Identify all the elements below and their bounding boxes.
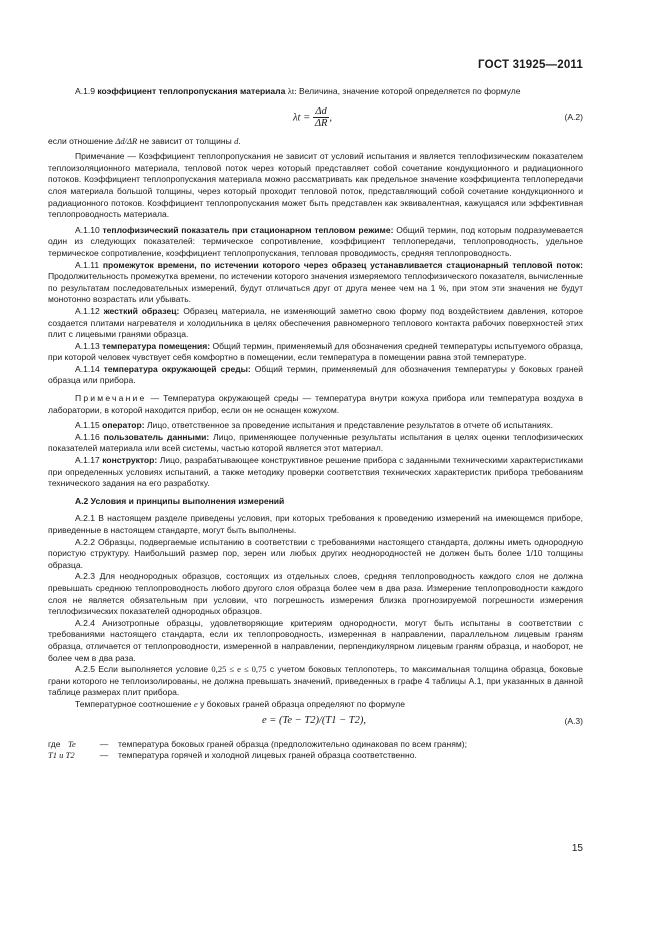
clause-a1-15	[48, 420, 583, 432]
math-var: d	[234, 135, 239, 146]
clause-a1-16	[48, 432, 583, 455]
note-text: — Температура окружающей среды — температура внутри кожуха прибора или температура воздуха в лаборатории, в которой находится прибор, если он не оснащен кожухом.	[48, 393, 584, 415]
clause-a1-13	[48, 341, 583, 364]
term: жесткий образец:	[103, 305, 180, 316]
math-ratio: Δd/ΔR	[115, 135, 138, 146]
note-label: Примечание	[75, 393, 147, 404]
formula-expression	[293, 106, 332, 130]
text: Температурное соотношение	[75, 698, 192, 709]
formula-tail: ,	[329, 112, 333, 124]
clause-a1-9	[48, 86, 583, 98]
clause-a1-14	[48, 364, 583, 387]
text: .	[238, 135, 241, 146]
definition-text: температура горячей и холодной лицевых граней образца соответственно.	[118, 750, 417, 761]
clause-a2-3: А.2.3 Для неоднородных образцов, состоящих из отдельных слоев, средняя теплопроводность каждого слоя не должна превышать среднюю теплопроводность любого другого слоя образца более чем в два раза. Измерение теплопроводности каждого слоя не является обязательным при условии, что погрешность измерения близка прогнозируемой погрешности измерения теплофизических показателей однородных образцов.	[48, 571, 583, 617]
term: температура помещения:	[102, 340, 211, 351]
definition-symbol: Te	[68, 738, 76, 749]
clause-a1-10	[48, 225, 583, 260]
clause-number: А.1.16	[75, 431, 100, 442]
definition-text: Лицо, применяющее полученные результаты испытания в целях оценки теплофизических показателей материала или всей системы, частью которой является этот материал.	[48, 431, 584, 454]
equation-number: (А.2)	[564, 111, 583, 122]
term: конструктор:	[102, 455, 158, 466]
math-condition: 0,25 ≤ e ≤ 0,75	[211, 664, 267, 675]
definition-dash: —	[99, 738, 109, 749]
definition-row	[48, 739, 583, 751]
formula-expression: e = (Te − T2)/(T1 − T2),	[262, 714, 367, 726]
definition-text: температура боковых граней образца (предположительно одинаковая по всем граням);	[118, 738, 467, 749]
where-label: где	[48, 738, 61, 749]
definition-text: Лицо, ответственное за проведение испытания и представление результатов в отчете об испытаниях.	[146, 420, 553, 431]
term: промежуток времени, по истечении которого через образец устанавливается стационарный тепловой поток:	[102, 259, 584, 270]
clause-number: А.1.10	[75, 224, 100, 235]
clause-a1-9-condition	[48, 136, 583, 148]
term: пользователь данными:	[103, 431, 210, 442]
term: температура окружающей среды:	[103, 363, 251, 374]
clause-number: А.1.12	[75, 305, 100, 316]
formula-a3	[48, 711, 583, 737]
term: оператор:	[102, 420, 145, 431]
clause-number: А.1.14	[75, 363, 100, 374]
page-body	[48, 86, 583, 762]
definition-text: Величина, значение которой определяется по формуле	[299, 86, 521, 96]
definition-text: Общий термин, применяемый для обозначения температуры у боковых граней образца или прибора.	[48, 363, 584, 386]
definition-symbol: T1 и T2	[48, 750, 75, 761]
term: коэффициент теплопропускания материала	[97, 86, 286, 96]
text: с учетом боковых теплопотерь, то максимальная толщина образца, боковые грани которого не теплоизолированы, не должна превышать значений, приведенных в графе 4 таблицы А.1, при указанных в данной таблице размерах плит прибора.	[48, 664, 584, 698]
text: у боковых граней образца определяют по формуле	[200, 698, 405, 709]
clause-number: А.1.17	[75, 455, 100, 466]
clause-a2-1: А.2.1 В настоящем разделе приведены условия, при которых требования к проведению измерений на имеющемся приборе, приведенные в настоящем стандарте, могут быть выполнены.	[48, 513, 583, 535]
page-number: 15	[571, 843, 583, 854]
clause-number: А.1.15	[75, 420, 100, 431]
clause-number: А.1.9	[75, 86, 95, 96]
clause-a2-5	[48, 664, 583, 699]
fraction-numerator: Δd	[313, 106, 330, 119]
definition-text: Общий термин, применяемый для обозначения средней температуры испытуемого образца, при которой человек чувствует себя комфортно в помещении, если температура в помещении равна этой температуре.	[48, 340, 584, 363]
definition-text: Образец материала, не изменяющий заметно свою форму под воздействием давления, которое создается плитами нагревателя и холодильника в целях обеспечения равномерного теплового контакта рабочих поверхностей этих плит с лицевыми гранями образца.	[48, 305, 583, 340]
symbol: λt:	[287, 86, 297, 96]
math-var: e	[193, 698, 198, 709]
note-2	[48, 393, 583, 416]
formula-a2	[48, 98, 583, 136]
equation-number: (А.3)	[564, 715, 583, 726]
clause-a2-5-ratio	[48, 699, 583, 711]
document-code-header: ГОСТ 31925—2011	[478, 59, 583, 71]
definition-text: Продолжительность промежутка времени, по истечении которого значения измеряемого теплофизического показателя, вычисленные по результатам последовательных измерений, будут отличаться друг от друга менее чем на 1 %, при этом эти значения не будут монотонно возрастать или убывать.	[48, 271, 583, 305]
definition-row	[48, 750, 583, 762]
clause-a1-12	[48, 306, 583, 341]
fraction-denominator: ΔR	[314, 118, 328, 130]
clause-a2-4: А.2.4 Анизотропные образцы, удовлетворяющие критериям однородности, могут быть испытаны в соответствии с требованиями настоящего стандарта, если их теплопроводность, измеренная в направлении, параллельном лицевым граням образца, отличается от теплопроводности, измеренной в направлении, перпендикулярном лицевым граням образца, и наоборот, не более чем в два раза.	[48, 617, 583, 663]
clause-a1-11	[48, 260, 583, 306]
clause-a1-17	[48, 455, 583, 490]
definition-dash: —	[99, 750, 109, 761]
text: А.2.5 Если выполняется условие	[75, 664, 209, 675]
section-a2-title: А.2 Условия и принципы выполнения измерений	[75, 495, 285, 506]
clause-number: А.1.13	[75, 340, 100, 351]
symbol-definitions	[48, 739, 583, 762]
note-1: Примечание — Коэффициент теплопропускания не зависит от условий испытания и является теплофизическим показателем теплоизоляционного материала, тепловой поток через который представляет собой сочетание кондукционного и радиационного потоков. Коэффициент теплопропускания материала можно рассматривать как предельное значение коэффициента теплопередачи слоя материала большой толщины, через который проходит тепловой поток, представляющий собой сочетание кондукционного и радиационного потоков. Коэффициент теплопропускания может быть представлен как эквивалентная, кажущаяся или эффективная теплопроводность материала.	[48, 151, 583, 220]
text: не зависит от толщины	[139, 135, 232, 146]
text: если отношение	[48, 135, 113, 146]
clause-a2-2: А.2.2 Образцы, подвергаемые испытанию в соответствии с требованиями настоящего стандарта, должны иметь однородную пористую структуру. Наибольший размер пор, зерен или любых других неоднородностей не должен быть более 1/10 толщины образца.	[48, 536, 583, 570]
definition-text: Общий термин, под которым подразумевается один из следующих показателей: термическое сопротивление, коэффициент теплопередачи, теплопроводность, удельное термическое сопротивление, коэффициент теплопропускания, тепловая проводимость, средняя теплопроводность.	[48, 224, 583, 258]
formula-lhs: λt =	[293, 112, 311, 124]
fraction	[313, 105, 333, 130]
definition-text: Лицо, разрабатывающее конструктивное решение прибора с заданными техническими характеристиками при определенных условиях испытаний, а также методику проверки соответствия технических характеристик прибора требованиям технического задания на его разработку.	[48, 455, 583, 489]
term: теплофизический показатель при стационарном тепловом режиме:	[102, 224, 394, 235]
clause-number: А.1.11	[75, 259, 100, 270]
